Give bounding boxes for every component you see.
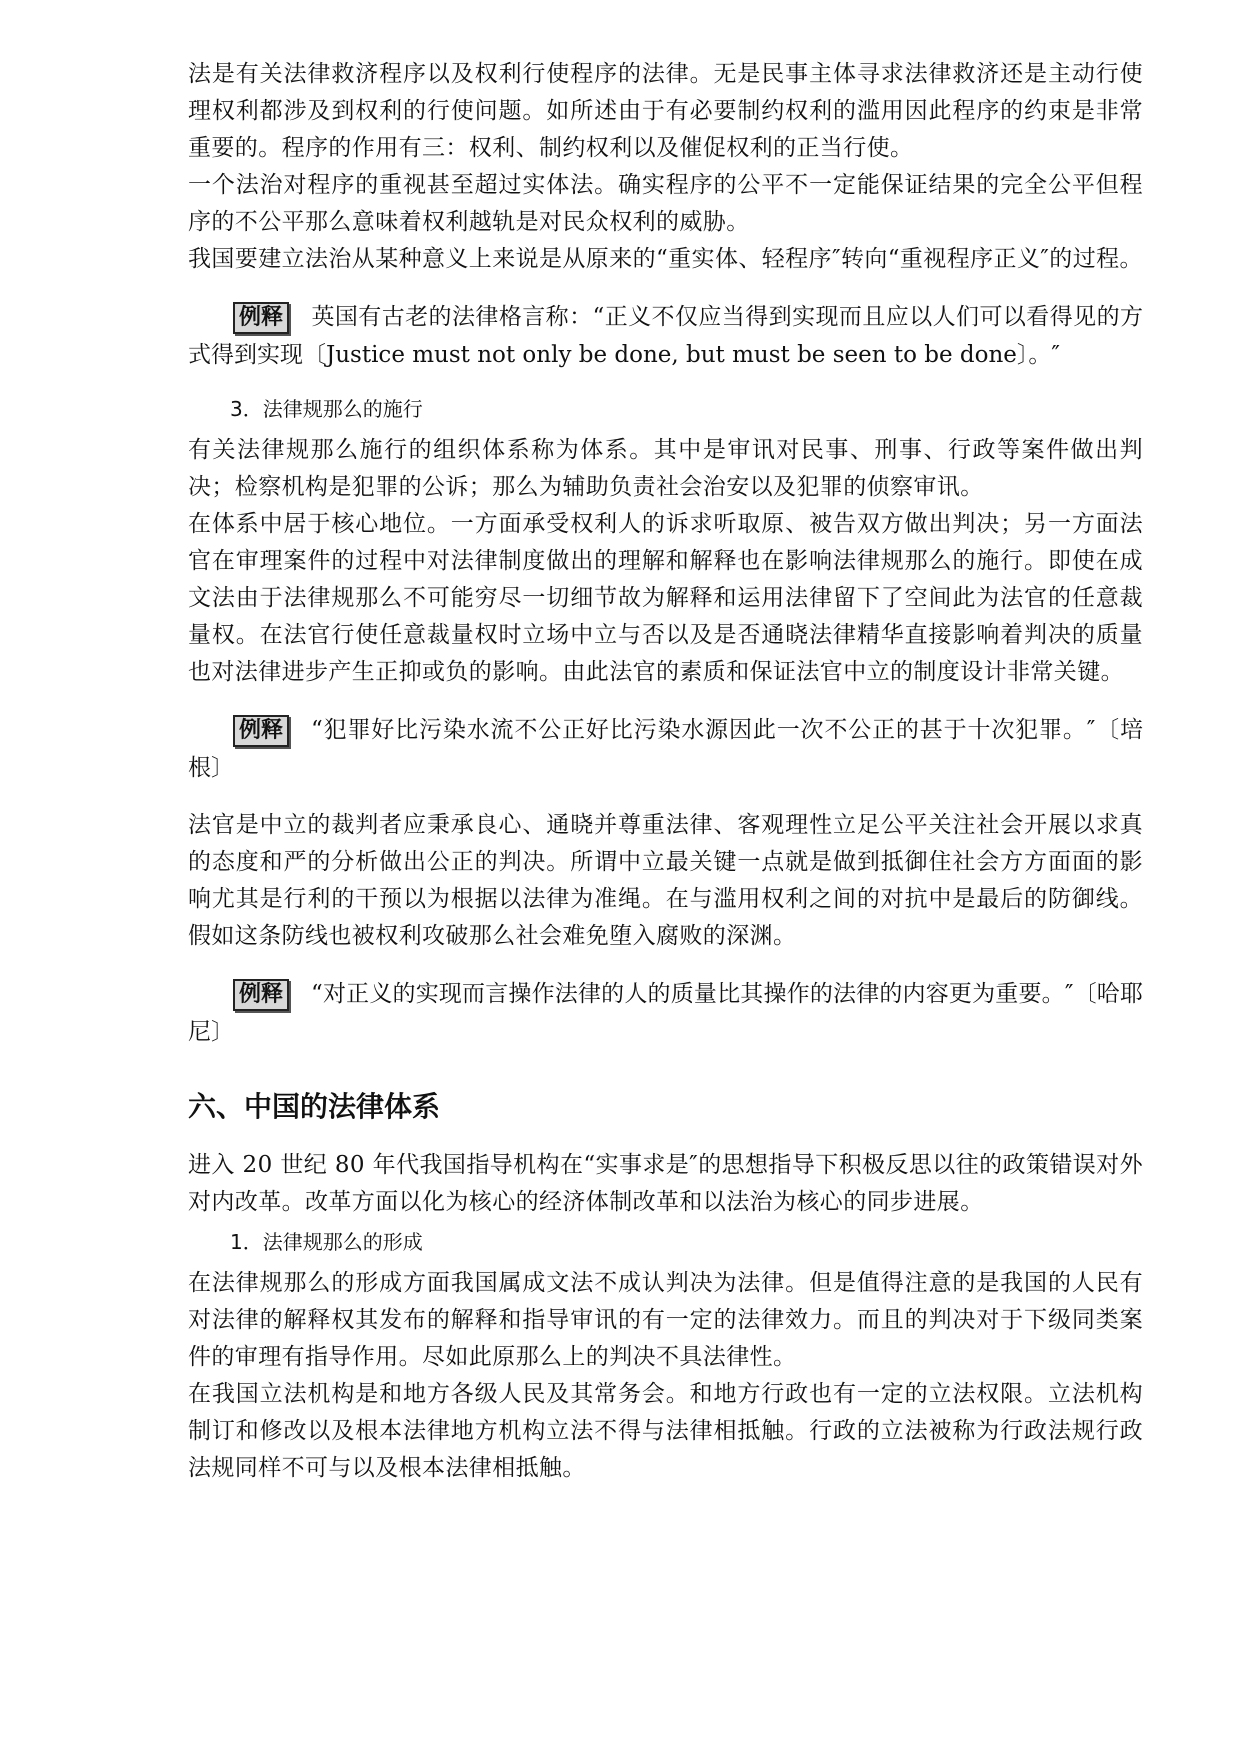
section-title: 六、中国的法律体系 [188, 1090, 441, 1123]
paragraph-procedure-importance: 一个法治对程序的重视甚至超过实体法。确实程序的公平不一定能保证结果的完全公平但程序的不公平那么意味着权利越轨是对民众权利的威胁。 [188, 172, 1143, 235]
example-block-1 [188, 298, 1143, 374]
document-page [188, 56, 1143, 1487]
paragraph-judges-role: 在体系中居于核心地位。一方面承受权利人的诉求听取原、被告双方做出判决；另一方面法官在审理案件的过程中对法律制度做出的理解和解释也在影响法律规那么的施行。即使在成文法由于法律规那么不可能穷尽一切细节故为解释和运用法律留下了空间此为法官的任意裁量权。在法官行使任意裁量权时立场中立与否以及是否通晓法律精华直接影响着判决的质量也对法律进步产生正抑或负的影响。由此法官的素质和保证法官中立的制度设计非常关键。 [188, 511, 1143, 685]
paragraph-procedural-justice: 我国要建立法治从某种意义上来说是从原来的“重实体、轻程序″转向“重视程序正义″的过程。 [188, 246, 1143, 272]
paragraph-legislative-bodies: 在我国立法机构是和地方各级人民及其常务会。和地方行政也有一定的立法权限。立法机构制订和修改以及根本法律地方机构立法不得与法律相抵触。行政的立法被称为行政法规行政法规同样不可与以及根本法律相抵触。 [188, 1381, 1143, 1481]
example-badge: 例释 [233, 302, 289, 334]
example-block-3 [188, 975, 1143, 1051]
example-text: “对正义的实现而言操作法律的人的质量比其操作的法律的内容更为重要。″〔哈耶尼〕 [188, 981, 1143, 1045]
example-badge: 例释 [233, 715, 289, 747]
subheading-enforcement: 3．法律规那么的施行 [230, 397, 423, 421]
paragraph-procedural-law: 法是有关法律救济程序以及权利行使程序的法律。无是民事主体寻求法律救济还是主动行使理权利都涉及到权利的行使问题。如所述由于有必要制约权利的滥用因此程序的约束是非常重要的。程序的作用有三：权利、制约权利以及催促权利的正当行使。 [188, 61, 1143, 161]
paragraph-reform: 进入 20 世纪 80 年代我国指导机构在“实事求是″的思想指导下积极反思以往的政策错误对外对内改革。改革方面以化为核心的经济体制改革和以法治为核心的同步进展。 [188, 1152, 1143, 1215]
example-block-2 [188, 711, 1143, 787]
paragraph-judge-neutrality: 法官是中立的裁判者应秉承良心、通晓并尊重法律、客观理性立足公平关注社会开展以求真的态度和严的分析做出公正的判决。所谓中立最关键一点就是做到抵御住社会方方面面的影响尤其是行利的干预以为根据以法律为准绳。在与滥用权利之间的对抗中是最后的防御线。假如这条防线也被权利攻破那么社会难免堕入腐败的深渊。 [188, 812, 1143, 949]
subheading-formation: 1．法律规那么的形成 [230, 1230, 423, 1254]
example-text: “犯罪好比污染水流不公正好比污染水源因此一次不公正的甚于十次犯罪。″〔培根〕 [188, 717, 1143, 781]
example-text: 英国有古老的法律格言称：“正义不仅应当得到实现而且应以人们可以看得见的方式得到实现〔Justice must not only be done, but must be seen to be done〕。″ [188, 304, 1143, 368]
example-badge: 例释 [233, 979, 289, 1011]
paragraph-formation: 在法律规那么的形成方面我国属成文法不成认判决为法律。但是值得注意的是我国的人民有对法律的解释权其发布的解释和指导审讯的有一定的法律效力。而且的判决对于下级同类案件的审理有指导作用。尽如此原那么上的判决不具法律性。 [188, 1270, 1143, 1370]
paragraph-enforcement-system: 有关法律规那么施行的组织体系称为体系。其中是审讯对民事、刑事、行政等案件做出判决；检察机构是犯罪的公诉；那么为辅助负责社会治安以及犯罪的侦察审讯。 [188, 437, 1143, 500]
